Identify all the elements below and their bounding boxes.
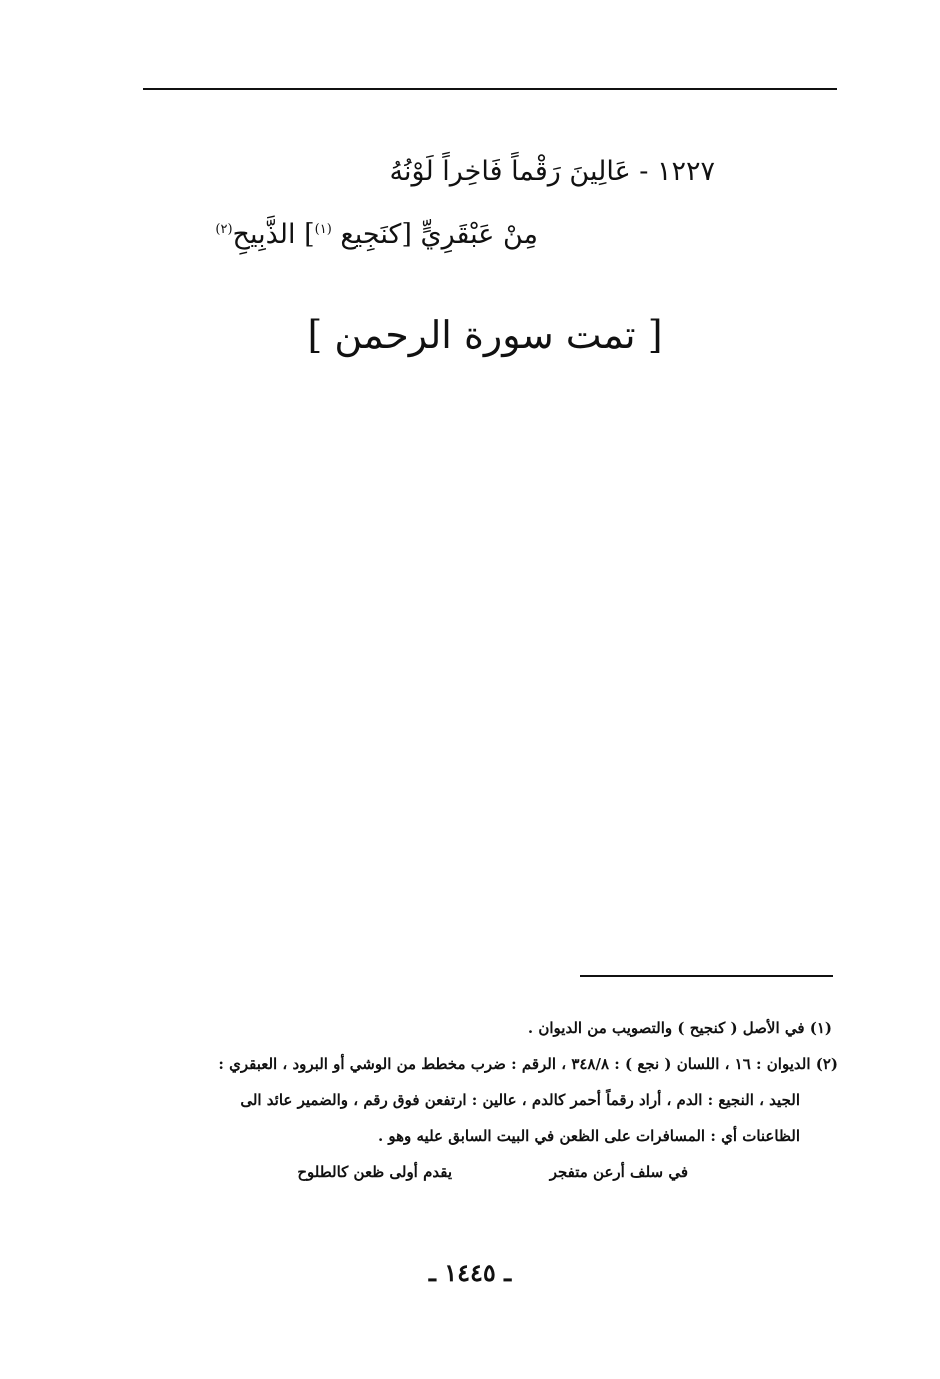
footnote-ref-1[interactable]: (١) (314, 222, 332, 237)
footnote-2-line-2: الجيد ، النجيع : الدم ، أراد رقماً أحمر كالدم ، عالين : ارتفعن فوق رقم ، والضمير عائد الى (240, 1091, 800, 1109)
footnote-2-line-1: (٢) الديوان : ١٦ ، اللسان ( نجع ) : ٣٤٨/٨ ، الرقم : ضرب مخطط من الوشي أو البرود ، العبقري : (218, 1055, 838, 1073)
verse-line-2 (200, 210, 538, 255)
top-rule (143, 88, 837, 90)
footnote-rule (580, 975, 833, 977)
footnote-ref-2[interactable]: (٢) (215, 222, 233, 237)
surah-end-title: [ تمت سورة الرحمن ] (307, 313, 663, 357)
quoted-hemistich-2: يقدم أولى ظعن كالطلوح (297, 1163, 452, 1181)
verse-line-1: ١٢٢٧ - عَالِينَ رَقْماً فَاخِراً لَوْنُهُ (389, 156, 715, 187)
footnote-1: (١) في الأصل ( كنجيح ) والتصويب من الديوان . (527, 1019, 832, 1037)
quoted-hemistich-1: في سلف أرعن متفجر (549, 1163, 688, 1181)
footnote-2-line-3: الظاعنات أي : المسافرات على الظعن في البيت السابق عليه وهو . (377, 1127, 800, 1145)
verse-line-2-close: ] الذَّبِيحِ (232, 219, 315, 250)
page-number: ـ ١٤٤٥ ـ (428, 1258, 512, 1287)
verse-line-2-text: مِنْ عَبْقَرِيٍّ [كنَجِيع (331, 219, 538, 250)
